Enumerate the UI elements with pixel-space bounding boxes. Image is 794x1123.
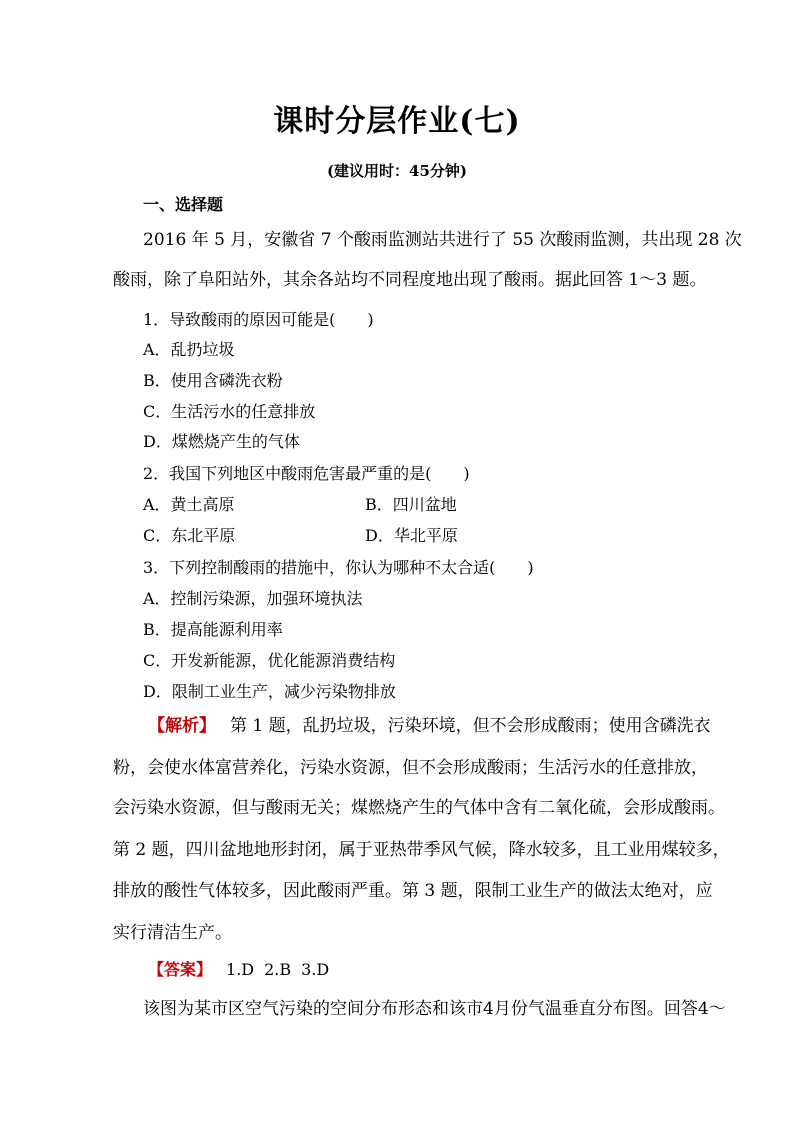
question-2-option-a: A．黄土高原: [143, 495, 235, 514]
analysis-line-3: 会污染水资源，但与酸雨无关；煤燃烧产生的气体中含有二氧化硫，会形成酸雨。: [113, 798, 725, 818]
section-heading: 一、选择题: [143, 195, 224, 214]
next-question-intro: 该图为某市区空气污染的空间分布形态和该市4月份气温垂直分布图。回答4～: [143, 999, 726, 1019]
question-1-stem: 1．导致酸雨的原因可能是( ): [143, 310, 374, 329]
question-3-option-d: D．限制工业生产，减少污染物排放: [143, 682, 396, 701]
question-2-option-c: C．东北平原: [143, 526, 236, 545]
question-2-option-d: D．华北平原: [365, 526, 458, 545]
page-title: 课时分层作业(七): [273, 104, 521, 139]
question-1-option-c: C．生活污水的任意排放: [143, 402, 316, 421]
question-1-option-b: B．使用含磷洗衣粉: [143, 371, 283, 390]
question-2-option-b: B．四川盆地: [365, 495, 457, 514]
answer-line: [148, 962, 339, 978]
analysis-line-4: 第 2 题，四川盆地地形封闭，属于亚热带季风气候，降水较多，且工业用煤较多，: [113, 840, 730, 860]
question-3-option-c: C．开发新能源，优化能源消费结构: [143, 651, 396, 670]
analysis-line-2: 粉，会使水体富营养化，污染水资源，但不会形成酸雨；生活污水的任意排放，: [113, 758, 708, 778]
question-1-option-a: A．乱扔垃圾: [143, 340, 235, 359]
answer-values: [226, 960, 339, 979]
intro-line-2: 酸雨，除了阜阳站外，其余各站均不同程度地出现了酸雨。据此回答 1～3 题。: [113, 270, 707, 290]
intro-line-1: 2016 年 5 月，安徽省 7 个酸雨监测站共进行了 55 次酸雨监测，共出现 28 次: [143, 230, 742, 250]
question-3-stem: 3．下列控制酸雨的措施中，你认为哪种不太合适( ): [143, 558, 534, 577]
suggested-time: (建议用时：45分钟): [326, 162, 468, 180]
answer-2: 2.B: [264, 960, 292, 979]
question-3-option-b: B．提高能源利用率: [143, 620, 283, 639]
answer-1: 1.D: [226, 960, 255, 979]
analysis-label: 【解析】: [148, 716, 216, 736]
analysis-text-1: 第 1 题，乱扔垃圾，污染环境，但不会形成酸雨；使用含磷洗衣: [230, 716, 711, 736]
analysis-line-1: [148, 718, 711, 735]
question-2-stem: 2．我国下列地区中酸雨危害最严重的是( ): [143, 464, 470, 483]
answer-label: 【答案】: [148, 960, 213, 979]
answer-3: 3.D: [301, 960, 330, 979]
question-1-option-d: D．煤燃烧产生的气体: [143, 432, 300, 451]
question-3-option-a: A．控制污染源，加强环境执法: [143, 589, 363, 608]
analysis-line-5: 排放的酸性气体较多，因此酸雨严重。第 3 题，限制工业生产的做法太绝对，应: [113, 881, 713, 901]
analysis-line-6: 实行清洁生产。: [113, 923, 232, 943]
